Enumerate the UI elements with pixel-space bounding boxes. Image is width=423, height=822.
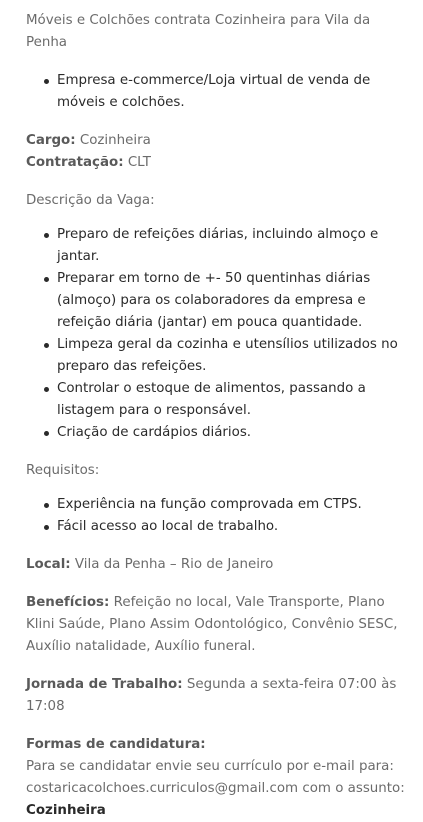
list-item: Preparar em torno de +- 50 quentinhas diárias (almoço) para os colaboradores da empresa e refeição diária (jantar) em pouca quantidade. bbox=[57, 268, 406, 334]
post-title: Móveis e Colchões contrata Cozinheira para Vila da Penha bbox=[26, 13, 371, 50]
descricao-list bbox=[26, 224, 406, 444]
descricao-heading: Descrição da Vaga: bbox=[26, 193, 155, 208]
requisitos-list bbox=[26, 494, 406, 538]
contratacao-line bbox=[26, 152, 406, 174]
jornada-value: Segunda a sexta-feira 07:00 às 17:08 bbox=[26, 677, 397, 714]
local-line bbox=[26, 554, 406, 576]
list-item: Limpeza geral da cozinha e utensílios utilizados no preparo das refeições. bbox=[57, 334, 406, 378]
list-item: Fácil acesso ao local de trabalho. bbox=[57, 516, 406, 538]
contratacao-value: CLT bbox=[123, 155, 151, 170]
cargo-line bbox=[26, 130, 406, 152]
cargo-value: Cozinheira bbox=[75, 133, 151, 148]
beneficios-label: Benefícios: bbox=[26, 595, 110, 610]
beneficios-value: Refeição no local, Vale Transporte, Plano Klini Saúde, Plano Assim Odontológico, Convênio SESC, Auxílio natalidade, Auxílio funeral. bbox=[26, 595, 398, 654]
candidatura-block bbox=[26, 734, 406, 822]
cargo-label: Cargo: bbox=[26, 133, 76, 148]
local-value: Vila da Penha – Rio de Janeiro bbox=[70, 557, 274, 572]
list-item: Empresa e-commerce/Loja virtual de venda de móveis e colchões. bbox=[57, 70, 406, 114]
jornada-line bbox=[26, 674, 406, 718]
candidatura-label: Formas de candidatura: bbox=[26, 737, 206, 752]
local-label: Local: bbox=[26, 557, 71, 572]
candidatura-text: Para se candidatar envie seu currículo por e-mail para: costaricacolchoes.curriculos@gmail.com com o assunto: bbox=[26, 759, 405, 796]
beneficios-line bbox=[26, 592, 406, 658]
candidatura-subject: Cozinheira bbox=[26, 803, 106, 818]
intro-list bbox=[26, 70, 406, 114]
list-item: Criação de cardápios diários. bbox=[57, 422, 406, 444]
list-item: Controlar o estoque de alimentos, passando a listagem para o responsável. bbox=[57, 378, 406, 422]
contratacao-label: Contratação: bbox=[26, 155, 124, 170]
requisitos-heading: Requisitos: bbox=[26, 463, 100, 478]
list-item: Preparo de refeições diárias, incluindo almoço e jantar. bbox=[57, 224, 406, 268]
jornada-label: Jornada de Trabalho: bbox=[26, 677, 183, 692]
list-item: Experiência na função comprovada em CTPS. bbox=[57, 494, 406, 516]
